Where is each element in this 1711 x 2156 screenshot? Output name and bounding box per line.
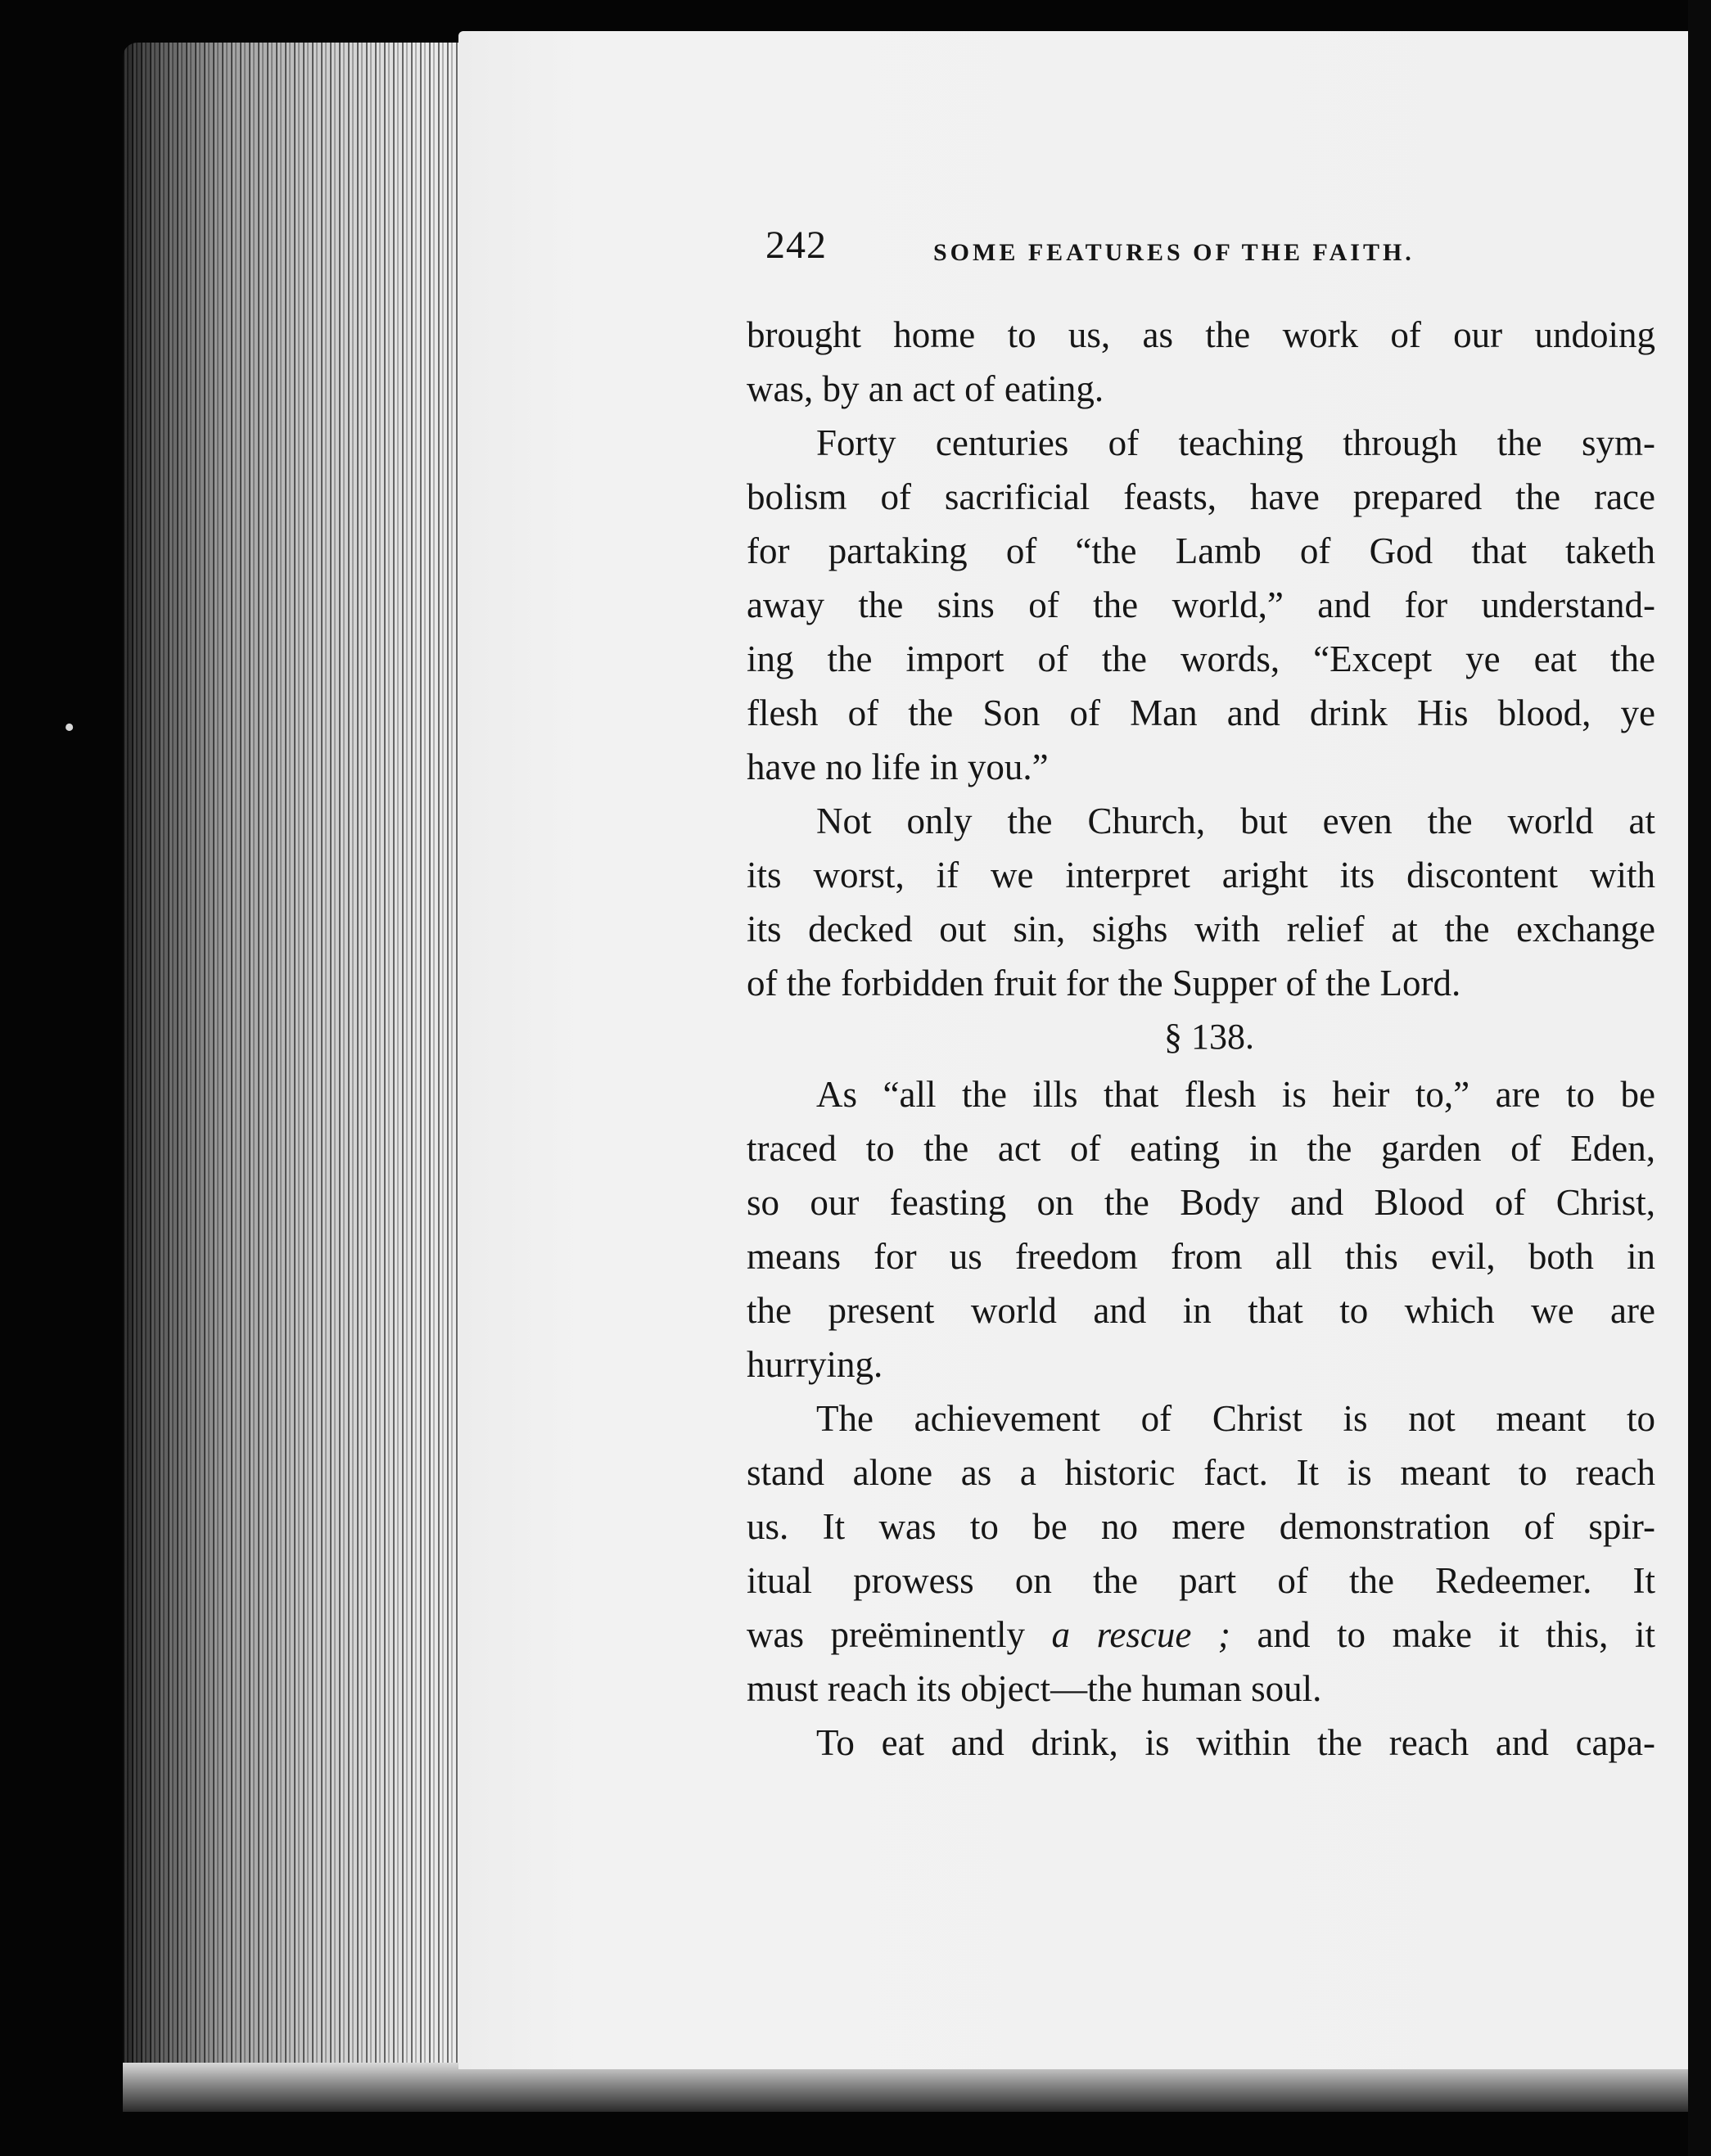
page-number: 242 — [765, 223, 827, 267]
text-line: was, by an act of eating. — [747, 368, 1104, 409]
text-line: Forty centuries of teaching through the sym- — [816, 422, 1655, 463]
text-line: stand alone as a historic fact. It is meant to reach — [747, 1452, 1655, 1493]
book-page-edges — [123, 43, 483, 2105]
text-line: for partaking of “the Lamb of God that taketh — [747, 530, 1655, 571]
text-line: bolism of sacrificial feasts, have prepared the race — [747, 476, 1655, 517]
text-line: The achievement of Christ is not meant to — [816, 1398, 1655, 1439]
scan-speck: • — [64, 710, 75, 745]
scan-right-border — [1688, 0, 1711, 2156]
text-line: itual prowess on the part of the Redeemer. It — [747, 1560, 1655, 1601]
text-line: hurrying. — [747, 1344, 883, 1385]
book-bottom-edge — [123, 2063, 1711, 2112]
body-text — [747, 308, 1655, 1770]
text-line: ing the import of the words, “Except ye eat the — [747, 638, 1655, 679]
text-line: its worst, if we interpret aright its discontent with — [747, 855, 1655, 895]
text-line: As “all the ills that flesh is heir to,” are to be — [816, 1074, 1655, 1115]
text-line: To eat and drink, is within the reach and capa- — [816, 1722, 1655, 1763]
text-line: the present world and in that to which we are — [747, 1290, 1655, 1331]
section-heading: § 138. — [1164, 1017, 1254, 1057]
text-line: its decked out sin, sighs with relief at the exchange — [747, 909, 1655, 949]
text-line: brought home to us, as the work of our undoing — [747, 314, 1655, 355]
italic-phrase: a rescue ; — [1051, 1614, 1230, 1655]
text-line: must reach its object—the human soul. — [747, 1668, 1322, 1709]
text-line: means for us freedom from all this evil, both in — [747, 1236, 1655, 1277]
text-line: us. It was to be no mere demonstration of spir- — [747, 1506, 1655, 1547]
text-line: of the forbidden fruit for the Supper of the Lord. — [747, 963, 1461, 1004]
text-segment: and to make it this, it — [1257, 1614, 1655, 1655]
text-segment: was preëminently — [747, 1614, 1025, 1655]
text-line: so our feasting on the Body and Blood of Christ, — [747, 1182, 1655, 1223]
text-line-mixed — [747, 1608, 1655, 1662]
text-line: Not only the Church, but even the world at — [816, 801, 1655, 841]
text-line: have no life in you.” — [747, 746, 1049, 787]
text-line: flesh of the Son of Man and drink His blood, ye — [747, 692, 1655, 733]
text-line: away the sins of the world,” and for understand- — [747, 584, 1655, 625]
running-title: SOME FEATURES OF THE FAITH. — [933, 239, 1415, 266]
text-line: traced to the act of eating in the garden of Eden, — [747, 1128, 1655, 1169]
running-head — [765, 223, 1666, 280]
